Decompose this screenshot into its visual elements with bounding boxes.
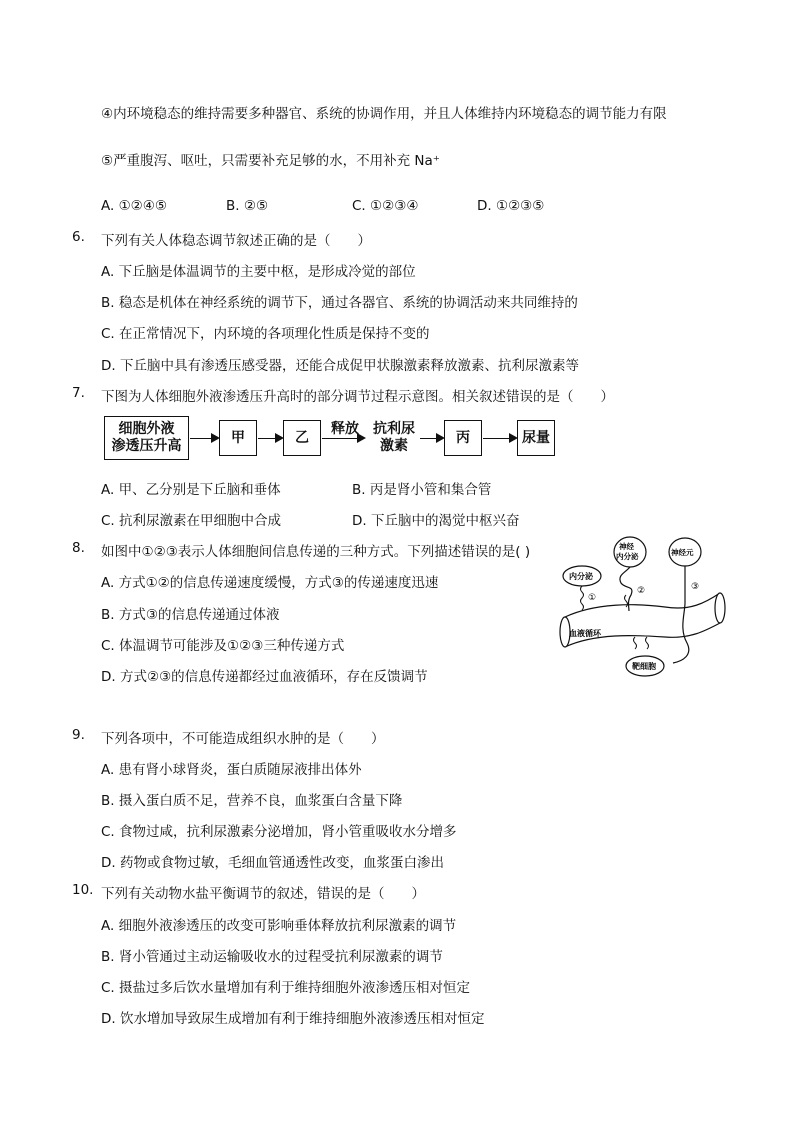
box-end: 尿量: [517, 420, 555, 456]
option-a[interactable]: A. 下丘脑是体温调节的主要中枢，是形成冷觉的部位: [101, 264, 416, 280]
arrow-3: [322, 438, 364, 439]
option-d[interactable]: D. 饮水增加导致尿生成增加有利于维持细胞外液渗透压相对恒定: [101, 1011, 485, 1027]
option-a[interactable]: A. 细胞外液渗透压的改变可影响垂体释放抗利尿激素的调节: [101, 918, 457, 934]
question-stem: 如图中①②③表示人体细胞间信息传递的三种方式。下列描述错误的是( ): [101, 544, 531, 560]
option-a[interactable]: A. 患有肾小球肾炎，蛋白质随尿液排出体外: [101, 762, 362, 778]
option-c[interactable]: C. 体温调节可能涉及①②③三种传递方式: [101, 638, 345, 654]
arrow-1: [190, 438, 218, 439]
question-number: 8.: [72, 540, 85, 556]
target-cell-label: 靶细胞: [632, 662, 656, 671]
endocrine-label: 内分泌: [569, 572, 593, 581]
mark-1: ①: [588, 593, 597, 603]
option-c[interactable]: C. 摄盐过多后饮水量增加有利于维持细胞外液渗透压相对恒定: [101, 980, 471, 996]
arrow-2: [258, 438, 282, 439]
arrow-4: [420, 438, 443, 439]
signal-transmission-figure: [555, 533, 735, 685]
neuro-endocrine-label-1: 神经: [619, 542, 634, 551]
option-b[interactable]: B. 肾小管通过主动运输吸收水的过程受抗利尿激素的调节: [101, 949, 443, 965]
neuro-endocrine-label-2: 内分泌: [616, 552, 639, 561]
question-number: 7.: [72, 385, 85, 401]
option-c[interactable]: C. ①②③④: [352, 198, 419, 214]
option-d[interactable]: D. 药物或食物过敏，毛细血管通透性改变，血浆蛋白渗出: [101, 855, 444, 871]
option-c[interactable]: C. 食物过咸，抗利尿激素分泌增加，肾小管重吸收水分增多: [101, 824, 457, 840]
option-d[interactable]: D. 下丘脑中的渴觉中枢兴奋: [352, 513, 520, 529]
statement-5: ⑤严重腹泻、呕吐，只需要补充足够的水，不用补充 Na⁺: [101, 153, 440, 169]
question-number: 6.: [72, 229, 85, 245]
option-b[interactable]: B. 方式③的信息传递通过体液: [101, 607, 280, 623]
box-c: 丙: [444, 420, 482, 456]
option-a[interactable]: A. 方式①②的信息传递速度缓慢，方式③的传递速度迅速: [101, 575, 439, 591]
question-stem: 下列各项中，不可能造成组织水肿的是（ ）: [101, 731, 385, 747]
option-b[interactable]: B. 摄入蛋白质不足，营养不良，血浆蛋白含量下降: [101, 793, 403, 809]
arrow-5: [483, 438, 516, 439]
mark-3: ③: [691, 582, 700, 592]
box-start: 细胞外液 渗透压升高: [104, 416, 189, 460]
box-a: 甲: [219, 420, 257, 456]
statement-4: ④内环境稳态的维持需要多种器官、系统的协调作用，并且人体维持内环境稳态的调节能力有限: [101, 106, 667, 122]
question-stem: 下图为人体细胞外液渗透压升高时的部分调节过程示意图。相关叙述错误的是（ ）: [101, 389, 614, 405]
mark-2: ②: [637, 586, 646, 596]
hormone-label: 抗利尿 激素: [373, 421, 415, 454]
option-a[interactable]: A. 甲、乙分别是下丘脑和垂体: [101, 482, 281, 498]
question-number: 9.: [72, 727, 85, 743]
option-d[interactable]: D. ①②③⑤: [477, 198, 545, 214]
question-stem: 下列有关人体稳态调节叙述正确的是（ ）: [101, 233, 371, 249]
option-a[interactable]: A. ①②④⑤: [101, 198, 167, 214]
option-c[interactable]: C. 抗利尿激素在甲细胞中合成: [101, 513, 282, 529]
option-b[interactable]: B. 稳态是机体在神经系统的调节下，通过各器官、系统的协调活动来共同维持的: [101, 295, 578, 311]
blood-circulation-label: 血液循环: [569, 629, 601, 638]
box-b: 乙: [283, 420, 321, 456]
question-number: 10.: [72, 882, 94, 898]
option-b[interactable]: B. ②⑤: [226, 198, 269, 214]
neuron-label: 神经元: [671, 548, 694, 557]
option-b[interactable]: B. 丙是肾小管和集合管: [352, 482, 492, 498]
question-stem: 下列有关动物水盐平衡调节的叙述，错误的是（ ）: [101, 886, 425, 902]
option-c[interactable]: C. 在正常情况下，内环境的各项理化性质是保持不变的: [101, 326, 430, 342]
release-label: 释放: [331, 421, 359, 437]
option-d[interactable]: D. 下丘脑中具有渗透压感受器，还能合成促甲状腺激素释放激素、抗利尿激素等: [101, 358, 579, 374]
option-d[interactable]: D. 方式②③的信息传递都经过血液循环，存在反馈调节: [101, 669, 428, 685]
